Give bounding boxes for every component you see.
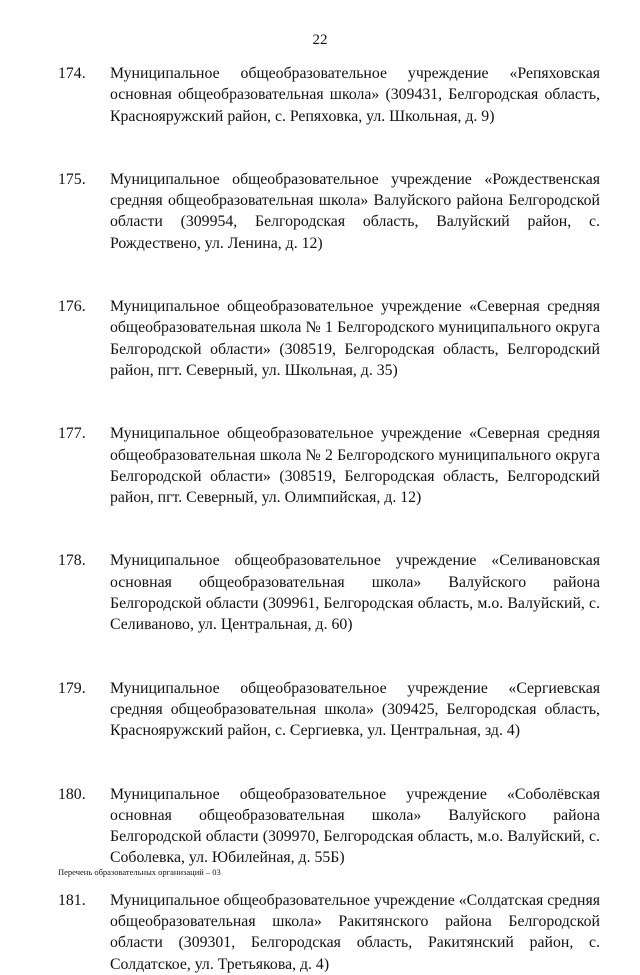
page-footer: Перечень образовательных организаций – 03 [58,867,221,877]
list-item [58,296,600,381]
list-item-text: Муниципальное общеобразовательное учреждение «Соболёвская основная общеобразовательная школа» Валуйского района Белгородской области (309970, Белгородская область, м.о. Валуйский, с. Соболевка, ул. Юбилейная, д. 55Б) [110,785,600,867]
list-item-text: Муниципальное общеобразовательное учреждение «Рождественская средняя общеобразовательная школа» Валуйского района Белгородской области (309954, Белгородская область, Валуйский район, с. Рождествено, ул. Ленина, д. 12) [110,170,600,252]
list-item-number: 177. [58,425,86,443]
list-item-text: Муниципальное общеобразовательное учреждение «Репяховская основная общеобразовательная школа» (309431, Белгородская область, Краснояружский район, с. Репяховка, ул. Школьная, д. 9) [110,65,600,125]
list-item-text: Муниципальное общеобразовательное учреждение «Солдатская средняя общеобразовательная школа» Ракитянского района Белгородской области (309301, Белгородская область, Ракитянский район, с. Солдатское, ул. Третьякова, д. 4) [110,891,600,973]
list-item-number: 179. [58,679,86,697]
list-item-number: 176. [58,298,86,316]
list-item-number: 180. [58,785,86,803]
organization-list [58,63,600,975]
list-item [58,63,600,127]
list-item [58,550,600,635]
list-item-text: Муниципальное общеобразовательное учреждение «Северная средняя общеобразовательная школа № 1 Белгородского муниципального округа Белгородской области» (308519, Белгородская область, Белгородский район, пгт. Северный, ул. Школьная, д. 35) [110,298,600,379]
list-item [58,890,600,975]
list-item [58,784,600,869]
list-item-text: Муниципальное общеобразовательное учреждение «Сергиевская средняя общеобразовательная школа» (309425, Белгородская область, Краснояружский район, с. Сергиевка, ул. Центральная, зд. 4) [110,679,600,740]
list-item-number: 178. [58,552,86,570]
list-item-text: Муниципальное общеобразовательное учреждение «Селивановская основная общеобразовательная школа» Валуйского района Белгородской области (309961, Белгородская область, м.о. Валуйский, с. Селиваново, ул. Центральная, д. 60) [110,552,600,634]
list-item-number: 175. [58,170,86,188]
list-item [58,423,600,508]
page-number: 22 [312,32,328,48]
list-item-text: Муниципальное общеобразовательное учреждение «Северная средняя общеобразовательная школа № 2 Белгородского муниципального округа Белгородской области» (308519, Белгородская область, Белгородский район, пгт. Северный, ул. Олимпийская, д. 12) [110,425,600,507]
list-item [58,169,600,254]
list-item-number: 181. [58,891,86,909]
list-item-number: 174. [58,65,86,82]
list-item [58,678,600,742]
